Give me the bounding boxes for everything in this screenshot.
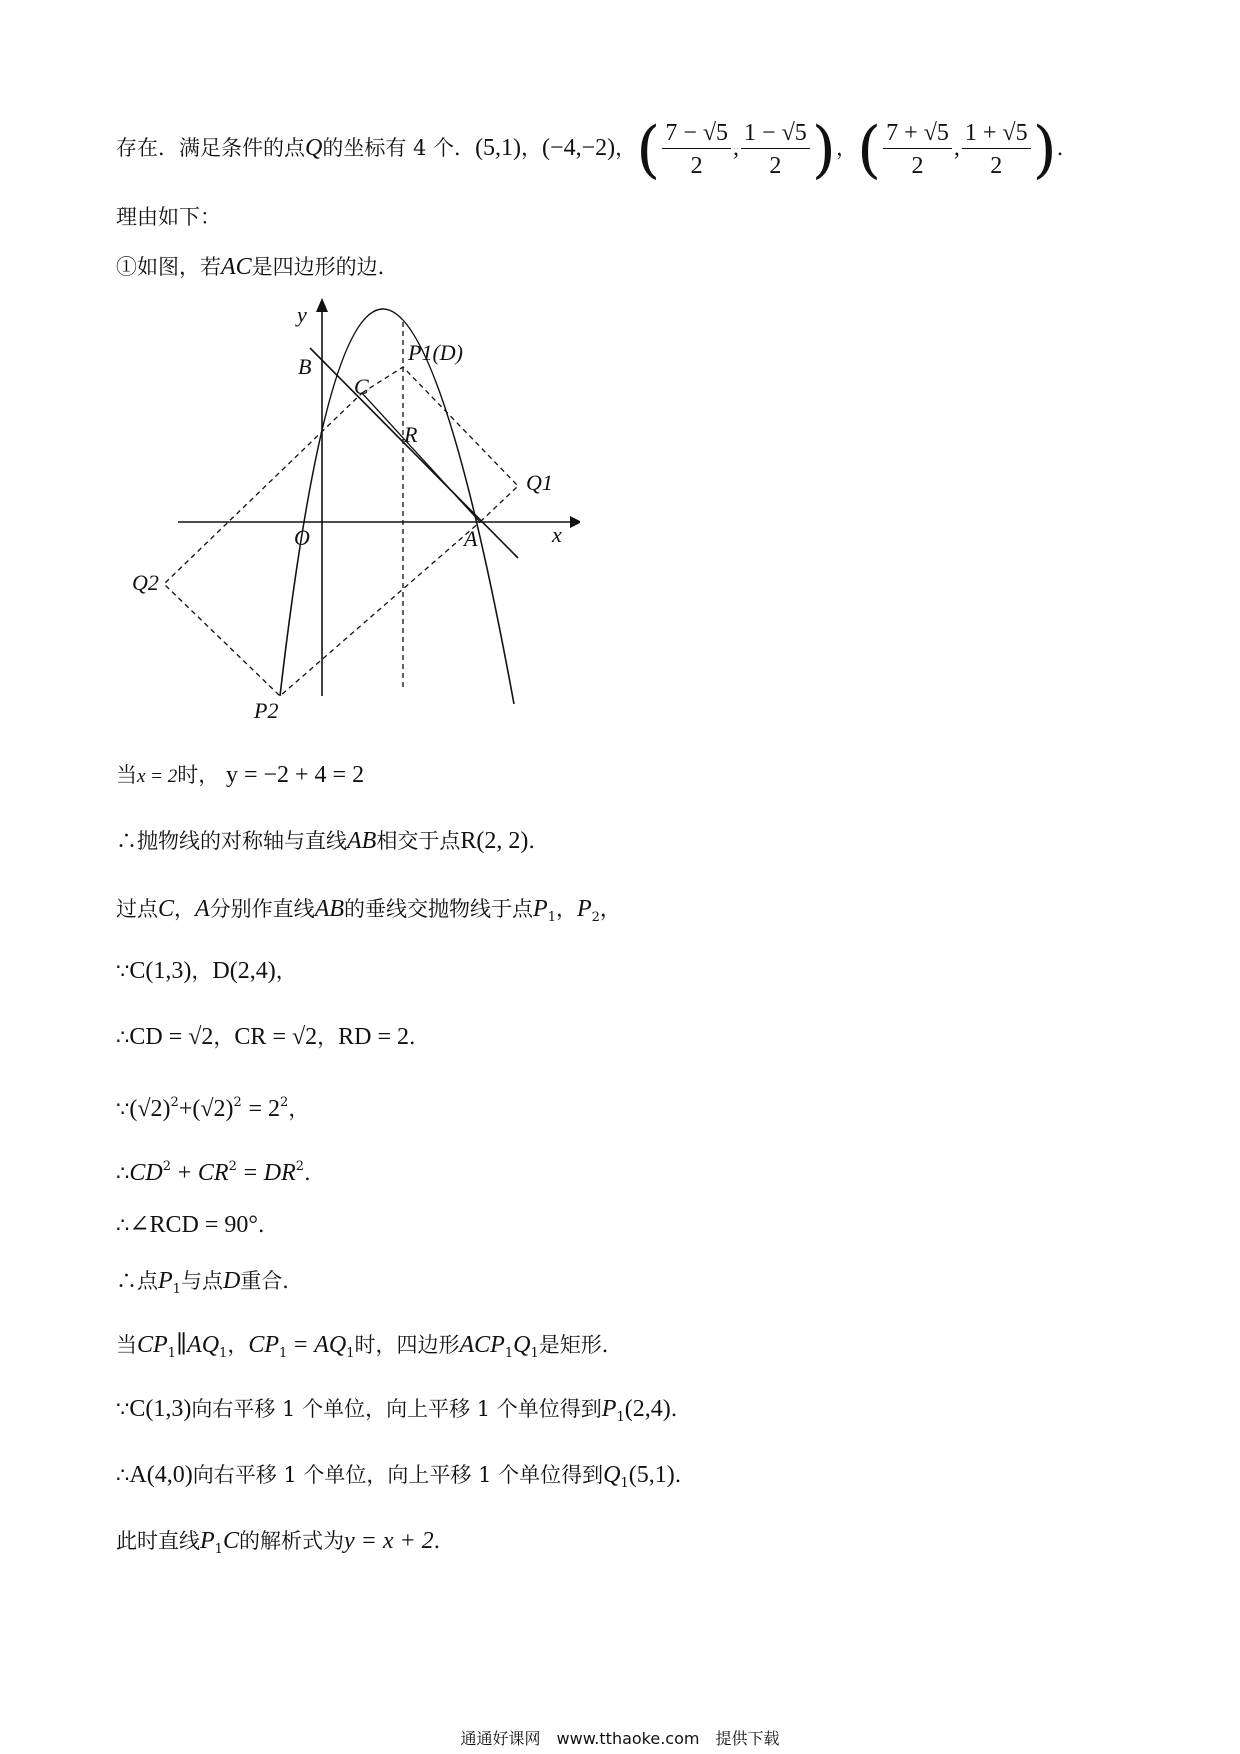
fraction: $\frac{7 + √5}{2}$ bbox=[883, 120, 952, 179]
x-equals-2-line: 当x = 2时， y = −2 + 4 = 2 bbox=[116, 762, 365, 788]
footer-text: 通通好课网 www.tthaoke.com 提供下载 bbox=[460, 1729, 780, 1748]
figure-lines bbox=[178, 298, 580, 704]
points-c-d-line: ∵C(1,3)，D(2,4)， bbox=[116, 958, 297, 984]
perpendicular-line: 过点C，A分别作直线AB的垂线交抛物线于点$P_1$，$P_2$， bbox=[116, 896, 621, 925]
y-axis-arrow bbox=[316, 298, 328, 312]
fraction: $\frac{7 - √5}{2}$ bbox=[662, 120, 731, 179]
pythagoras-line: $\because(√2)^2+(√2)^2 = 2^2$， bbox=[116, 1095, 310, 1122]
lengths-line: ∴CD = √2，CR = √2，RD = 2． bbox=[116, 1024, 431, 1050]
label-c: C bbox=[354, 374, 369, 399]
parabola-figure bbox=[120, 290, 580, 730]
label-b: B bbox=[298, 354, 312, 379]
label-p2: P2 bbox=[254, 698, 279, 723]
label-y: y bbox=[297, 302, 307, 327]
shift-a-line: ∴A(4,0)向右平移 1 个单位，向上平移 1 个单位得到$Q_1(5,1)$． bbox=[116, 1462, 696, 1491]
coincide-line: ∴点$P_1$与点D重合． bbox=[116, 1268, 304, 1297]
rectangle-acp1q1 bbox=[362, 367, 518, 522]
parabola-curve bbox=[280, 309, 514, 704]
label-p1d: P1(D) bbox=[408, 340, 463, 365]
axis-intersection-line: ∴抛物线的对称轴与直线AB相交于点R(2, 2)． bbox=[116, 828, 550, 854]
figure-labels bbox=[132, 302, 562, 723]
squares-line: $\therefore CD^2 + CR^2 = DR^2$． bbox=[116, 1159, 326, 1186]
label-x: x bbox=[552, 522, 562, 547]
fraction: $\frac{1 - √5}{2}$ bbox=[741, 120, 810, 179]
reason-line: 理由如下： bbox=[116, 205, 221, 229]
x-axis-arrow bbox=[570, 516, 580, 528]
fraction: $\frac{1 + √5}{2}$ bbox=[962, 120, 1031, 179]
label-a: A bbox=[464, 526, 478, 551]
label-r: R bbox=[404, 422, 418, 447]
label-q2: Q2 bbox=[132, 570, 159, 595]
point-neg4-neg2: (−4,−2) bbox=[542, 135, 616, 161]
dashed-lines bbox=[164, 322, 518, 696]
final-line: 此时直线$P_1C$的解析式为y = x + 2． bbox=[116, 1528, 455, 1557]
rectangle-line: 当$CP_1\parallel AQ_1$，$CP_1 = AQ_1$时，四边形$ACP_1Q_1$是矩形． bbox=[116, 1332, 623, 1361]
shift-c-line: ∵C(1,3)向右平移 1 个单位，向上平移 1 个单位得到$P_1(2,4)$． bbox=[116, 1396, 692, 1425]
point-5-1: (5,1) bbox=[475, 135, 522, 161]
label-q1: Q1 bbox=[526, 470, 553, 495]
case-one-line: ①如图，若AC是四边形的边． bbox=[116, 254, 399, 280]
line-ab bbox=[310, 348, 518, 558]
answer-line: 存在．满足条件的点Q的坐标有 4 个．(5,1)，(−4,−2)，( $\frac{7 - √5}{2}$ , $\frac{1 - √5}{2}$ )，( $\frac{7 + √5}{2}$ , $\frac{1 + √5}{2}$ )． bbox=[116, 112, 1078, 186]
angle-line: ∴∠RCD = 90°． bbox=[116, 1212, 279, 1238]
label-o: O bbox=[294, 525, 310, 550]
